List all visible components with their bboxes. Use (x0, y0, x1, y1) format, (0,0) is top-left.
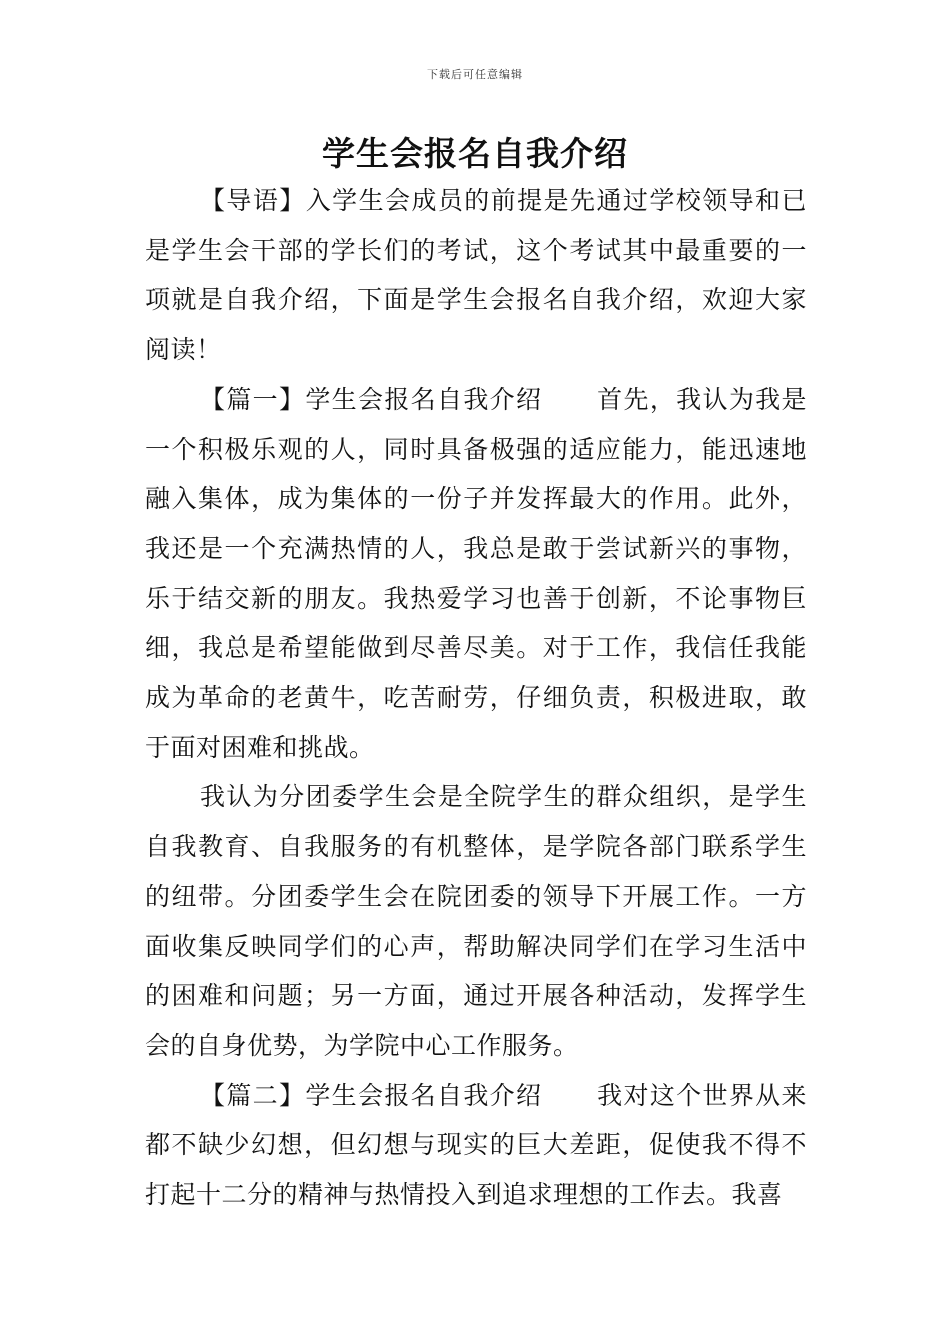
intro-paragraph: 【导语】入学生会成员的前提是先通过学校领导和已是学生会干部的学长们的考试，这个考试其中最重要的一项就是自我介绍，下面是学生会报名自我介绍，欢迎大家阅读！ (145, 186, 807, 365)
header-note: 下载后可任意编辑 (427, 68, 523, 81)
section-two-paragraph (145, 1071, 807, 1220)
section-two-heading: 【篇二】学生会报名自我介绍 (200, 1080, 543, 1110)
section-two-text: 我对这个世界从来都不缺少幻想，但幻想与现实的巨大差距，促使我不得不打起十二分的精神与热情投入到追求理想的工作去。我喜 (145, 1080, 807, 1210)
section-one-text: 首先，我认为我是一个积极乐观的人，同时具备极强的适应能力，能迅速地融入集体，成为集体的一份子并发挥最大的作用。此外，我还是一个充满热情的人，我总是敢于尝试新兴的事物，乐于结交新的朋友。我热爱学习也善于创新，不论事物巨细，我总是希望能做到尽善尽美。对于工作，我信任我能成为革命的老黄牛，吃苦耐劳，仔细负责，积极进取，敢于面对困难和挑战。 (145, 384, 807, 762)
document-title: 学生会报名自我介绍 (322, 134, 628, 173)
student-union-paragraph: 我认为分团委学生会是全院学生的群众组织，是学生自我教育、自我服务的有机整体，是学院各部门联系学生的纽带。分团委学生会在院团委的领导下开展工作。一方面收集反映同学们的心声，帮助解决同学们在学习生活中的困难和问题；另一方面，通过开展各种活动，发挥学生会的自身优势，为学院中心工作服务。 (145, 782, 807, 1060)
document-body (145, 176, 807, 1220)
section-one-heading: 【篇一】学生会报名自我介绍 (200, 384, 543, 414)
section-one-paragraph (145, 375, 807, 773)
